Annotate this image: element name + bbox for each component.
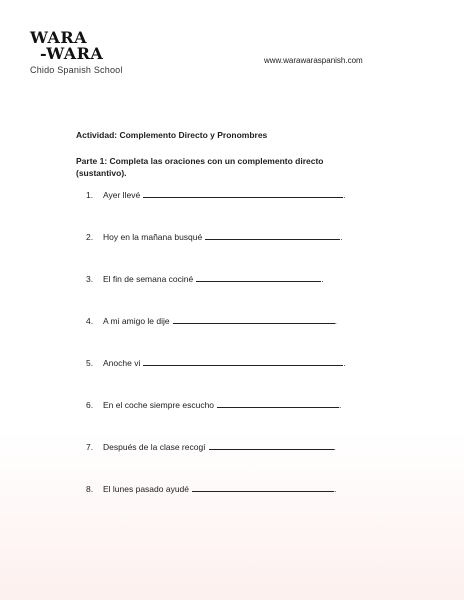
item-number: 7.: [86, 442, 94, 452]
logo: [30, 30, 123, 75]
item-end: .: [334, 316, 337, 326]
item-number: 8.: [86, 484, 94, 494]
item-number: 4.: [86, 316, 94, 326]
item-end: .: [339, 400, 342, 410]
item-prompt: En el coche siempre escucho: [103, 400, 215, 410]
answer-blank[interactable]: [217, 406, 339, 408]
item-end: .: [321, 274, 324, 284]
answer-blank[interactable]: [143, 364, 343, 366]
exercise-item: [86, 274, 324, 286]
answer-blank[interactable]: [209, 448, 334, 450]
item-prompt: El fin de semana cociné: [103, 274, 194, 284]
website-url: www.warawaraspanish.com: [264, 56, 363, 65]
exercise-item: [86, 190, 346, 202]
item-number: 6.: [86, 400, 94, 410]
item-end: .: [333, 442, 336, 452]
exercise-item: [86, 316, 337, 328]
item-prompt: Anoche vi: [103, 358, 141, 368]
item-prompt: Ayer llevé: [103, 190, 141, 200]
part1-instructions: Parte 1: Completa las oraciones con un complemento directo (sustantivo).: [76, 156, 324, 178]
exercise-item: [86, 400, 341, 412]
logo-wordmark-line1: WARA: [30, 28, 88, 47]
item-prompt: Después de la clase recogí: [103, 442, 206, 452]
exercise-item: [86, 442, 336, 454]
item-end: .: [343, 358, 346, 368]
answer-blank[interactable]: [205, 238, 340, 240]
school-name: Chido Spanish School: [30, 65, 123, 75]
answer-blank[interactable]: [196, 280, 321, 282]
item-prompt: Hoy en la mañana busqué: [103, 232, 203, 242]
exercise-item: [86, 232, 343, 244]
item-end: .: [334, 484, 337, 494]
item-prompt: A mi amigo le dije: [103, 316, 170, 326]
item-number: 3.: [86, 274, 94, 284]
item-number: 5.: [86, 358, 94, 368]
activity-title: Actividad: Complemento Directo y Pronombres: [76, 130, 268, 140]
item-prompt: El lunes pasado ayudé: [103, 484, 190, 494]
item-end: .: [343, 190, 346, 200]
answer-blank[interactable]: [143, 196, 343, 198]
item-number: 1.: [86, 190, 94, 200]
item-end: .: [340, 232, 343, 242]
logo-wordmark-line2: -WARA: [40, 44, 104, 63]
exercise-item: [86, 484, 336, 496]
item-number: 2.: [86, 232, 94, 242]
answer-blank[interactable]: [192, 490, 334, 492]
exercise-item: [86, 358, 346, 370]
answer-blank[interactable]: [173, 322, 335, 324]
